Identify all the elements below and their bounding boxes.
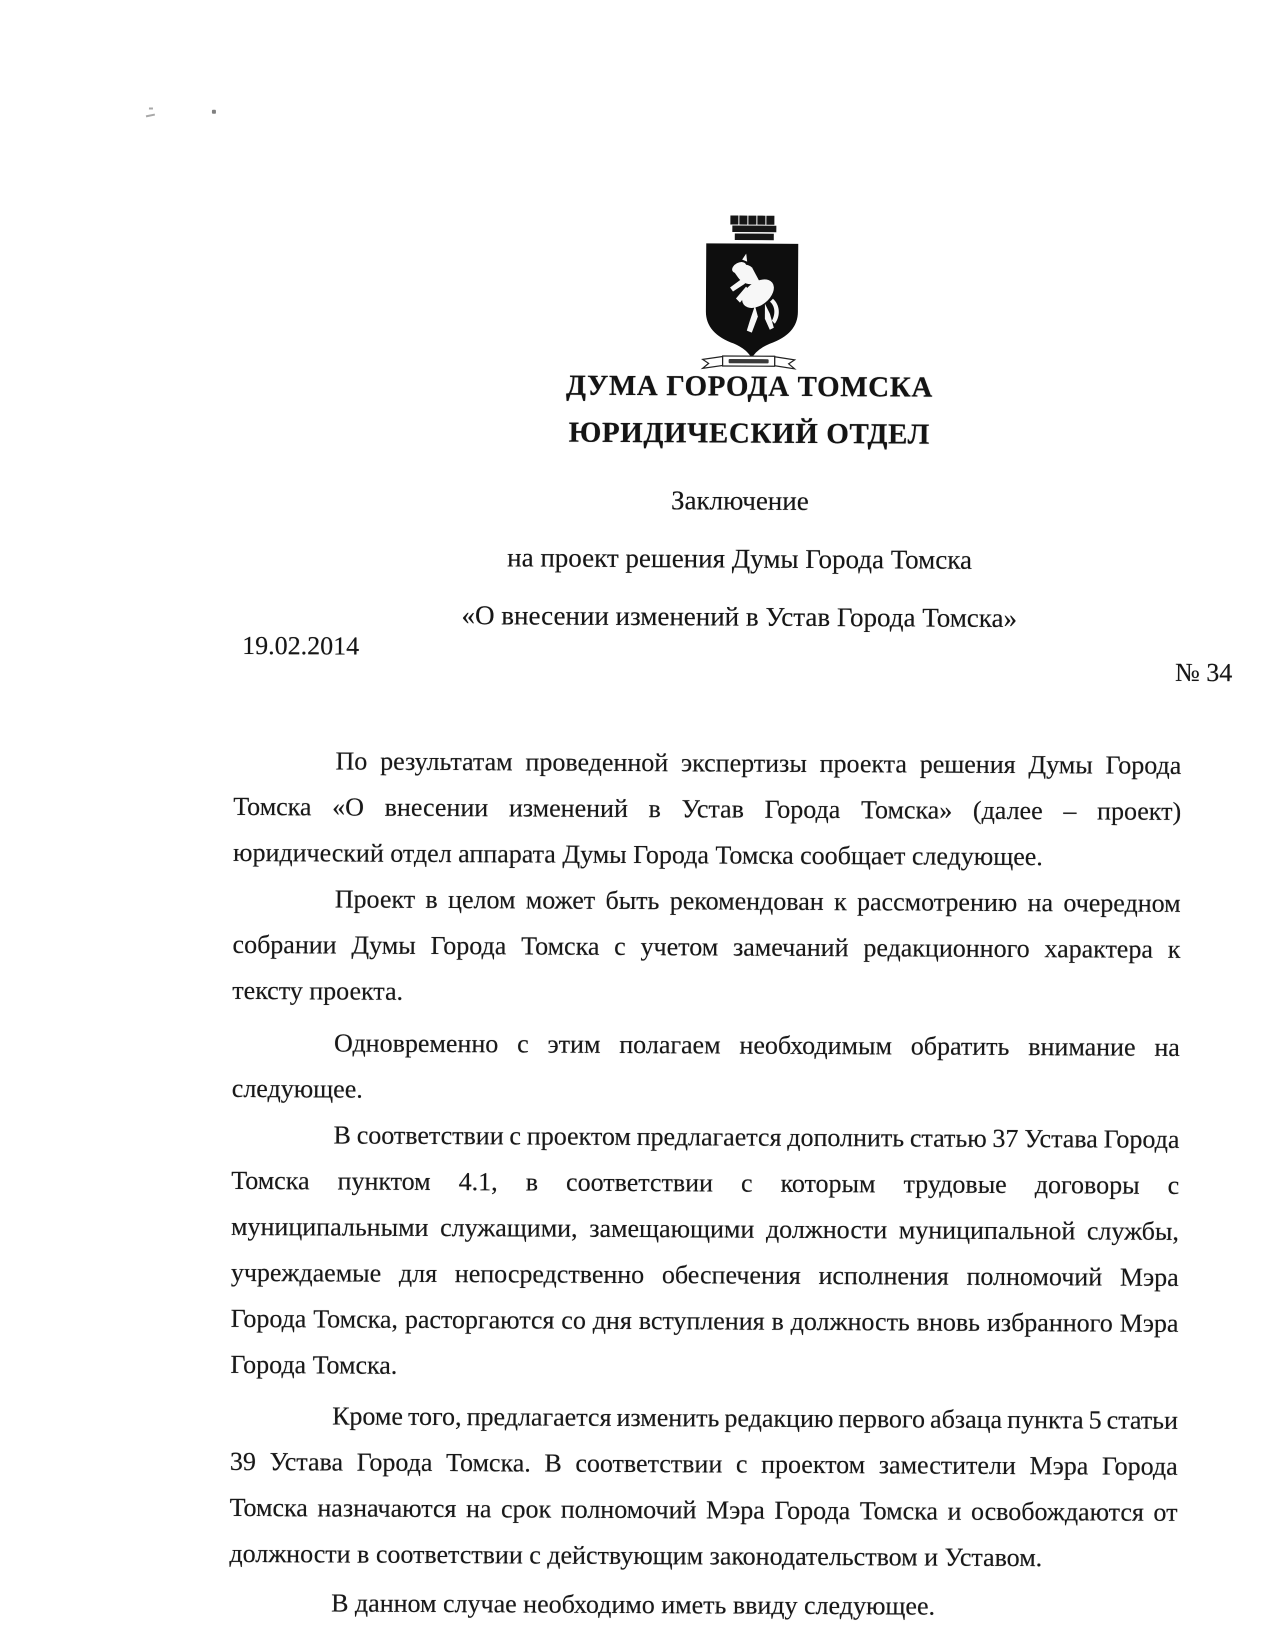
paragraph-line: должности в соответствии с действующим законодательством и Уставом. [229,1538,1043,1573]
organization-header [249,361,1249,460]
paragraph [233,738,1182,881]
paragraph-line: Томска «О внесении изменений в Устав Города Томска» (далее – проект) [233,791,1182,826]
tomsk-coat-of-arms-icon [699,210,800,374]
document-number: № 34 [1174,657,1233,688]
paragraph-line: юридический отдел аппарата Думы Города Томска сообщает следующее. [232,837,1043,872]
paragraph-line: По результатам проведенной экспертизы проекта решения Думы Города [335,746,1182,780]
paragraph-line: учреждаемые для непосредственно обеспечения исполнения полномочий Мэра [230,1257,1179,1292]
paragraph [232,876,1181,1019]
paragraph [232,1020,1180,1117]
org-name-line1: ДУМА ГОРОДА ТОМСКА [566,369,934,404]
document-title [239,469,1240,648]
paragraph [229,1393,1178,1582]
paragraph-line: Города Томска. [230,1349,398,1380]
paragraph-line: собрании Думы Города Томска с учетом замечаний редакционного характера к [232,929,1181,964]
title-line3: «О внесении изменений в Устав Города Томска» [461,600,1018,634]
scan-artifact [212,110,216,114]
title-line1: Заключение [670,485,809,516]
paragraph-line: муниципальными служащими, замещающими должности муниципальной службы, [231,1211,1180,1246]
paragraph-line: Кроме того, предлагается изменить редакцию первого абзаца пункта 5 статьи [332,1401,1179,1435]
paragraph-line: Томска назначаются на срок полномочий Мэра Города Томска и освобождаются от [229,1492,1178,1527]
paragraph-line: Города Томска, расторгаются со дня вступления в должность вновь избранного Мэра [230,1303,1179,1338]
scan-artifact [149,107,153,109]
paragraph [229,1580,1177,1631]
paragraph [230,1112,1179,1393]
paragraph-line: следующее. [231,1073,363,1104]
paragraph-line: В соответствии с проектом предлагается дополнить статью 37 Устава Города [333,1120,1180,1154]
paragraph-line: Томска пунктом 4.1, в соответствии с которым трудовые договоры с [231,1165,1180,1200]
scan-artifact [146,114,155,118]
paragraph-line: тексту проекта. [232,975,404,1006]
paragraph-line: Проект в целом может быть рекомендован к рассмотрению на очередном [334,884,1181,918]
paragraph-line: Одновременно с этим полагаем необходимым обратить внимание на [333,1028,1180,1062]
org-name-line2: ЮРИДИЧЕСКИЙ ОТДЕЛ [568,416,930,451]
document-body [229,738,1182,1631]
paragraph-line: В данном случае необходимо иметь ввиду следующее. [331,1588,936,1621]
mural-crown-icon [730,216,776,241]
title-line2: на проект решения Думы Города Томска [507,542,973,575]
document-date: 19.02.2014 [242,630,360,661]
paragraph-line: 39 Устава Города Томска. В соответствии с проектом заместители Мэра Города [229,1446,1178,1481]
